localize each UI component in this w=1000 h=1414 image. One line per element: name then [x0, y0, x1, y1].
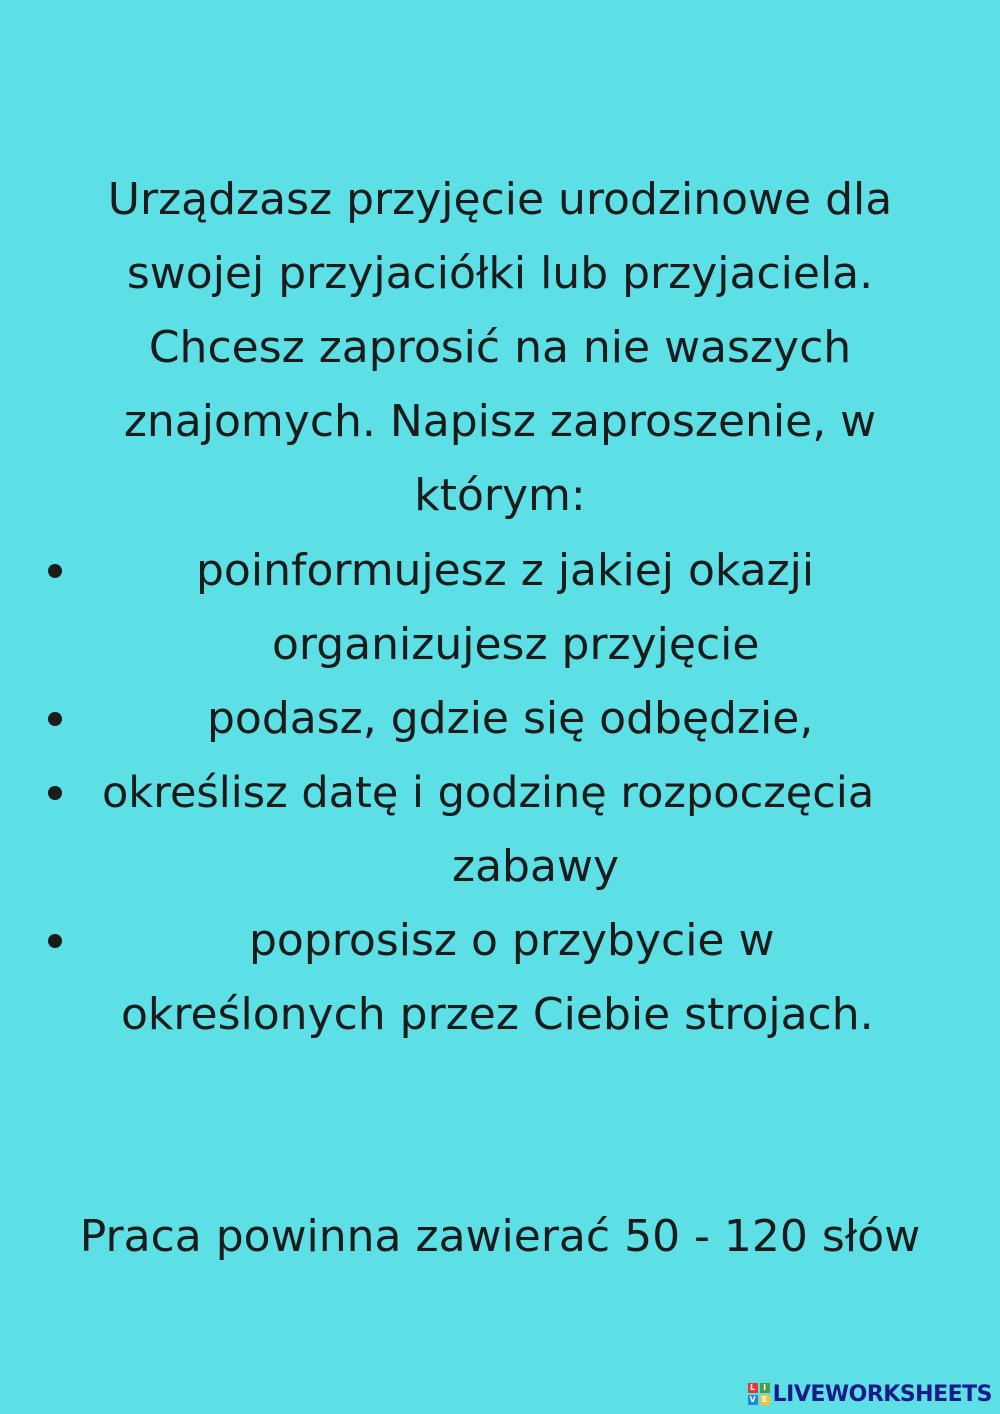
bullet-icon: [48, 564, 62, 578]
list-item: [0, 904, 1000, 1052]
logo-letter: E: [760, 1395, 770, 1405]
word-count-note: Praca powinna zawierać 50 - 120 słów: [79, 1211, 921, 1262]
list-item-line: określisz datę i godzinę rozpoczęcia: [102, 768, 875, 818]
list-item-line: poprosisz o przybycie w: [249, 915, 775, 966]
intro-line-4: znajomych. Napisz zaproszenie, w: [123, 396, 877, 447]
liveworksheets-logo-icon: [748, 1383, 770, 1405]
watermark: [748, 1380, 992, 1408]
bullet-icon: [48, 934, 62, 948]
list-item: [0, 534, 1000, 682]
intro-line-3: Chcesz zaprosić na nie waszych: [148, 322, 852, 373]
logo-letter: I: [760, 1383, 770, 1393]
bullet-icon: [48, 786, 62, 800]
bullet-icon: [48, 712, 62, 726]
list-item: [0, 756, 1000, 904]
list-item-line: poinformujesz z jakiej okazji: [196, 545, 815, 596]
logo-letter: L: [748, 1383, 758, 1393]
intro-line-1: Urządzasz przyjęcie urodzinowe dla: [107, 174, 893, 225]
list-item: [0, 682, 1000, 756]
list-item-line: określonych przez Ciebie strojach.: [121, 989, 874, 1040]
list-item-line: podasz, gdzie się odbędzie,: [207, 693, 814, 744]
intro-line-5: którym:: [414, 470, 586, 521]
list-item-line: zabawy: [452, 841, 619, 892]
watermark-text: LIVEWORKSHEETS: [772, 1381, 992, 1407]
list-item-line: organizujesz przyjęcie: [272, 619, 760, 670]
requirements-list: [0, 534, 1000, 1052]
intro-line-2: swojej przyjaciółki lub przyjaciela.: [126, 248, 874, 299]
logo-letter: V: [749, 1395, 756, 1404]
task-description: [0, 163, 1000, 533]
